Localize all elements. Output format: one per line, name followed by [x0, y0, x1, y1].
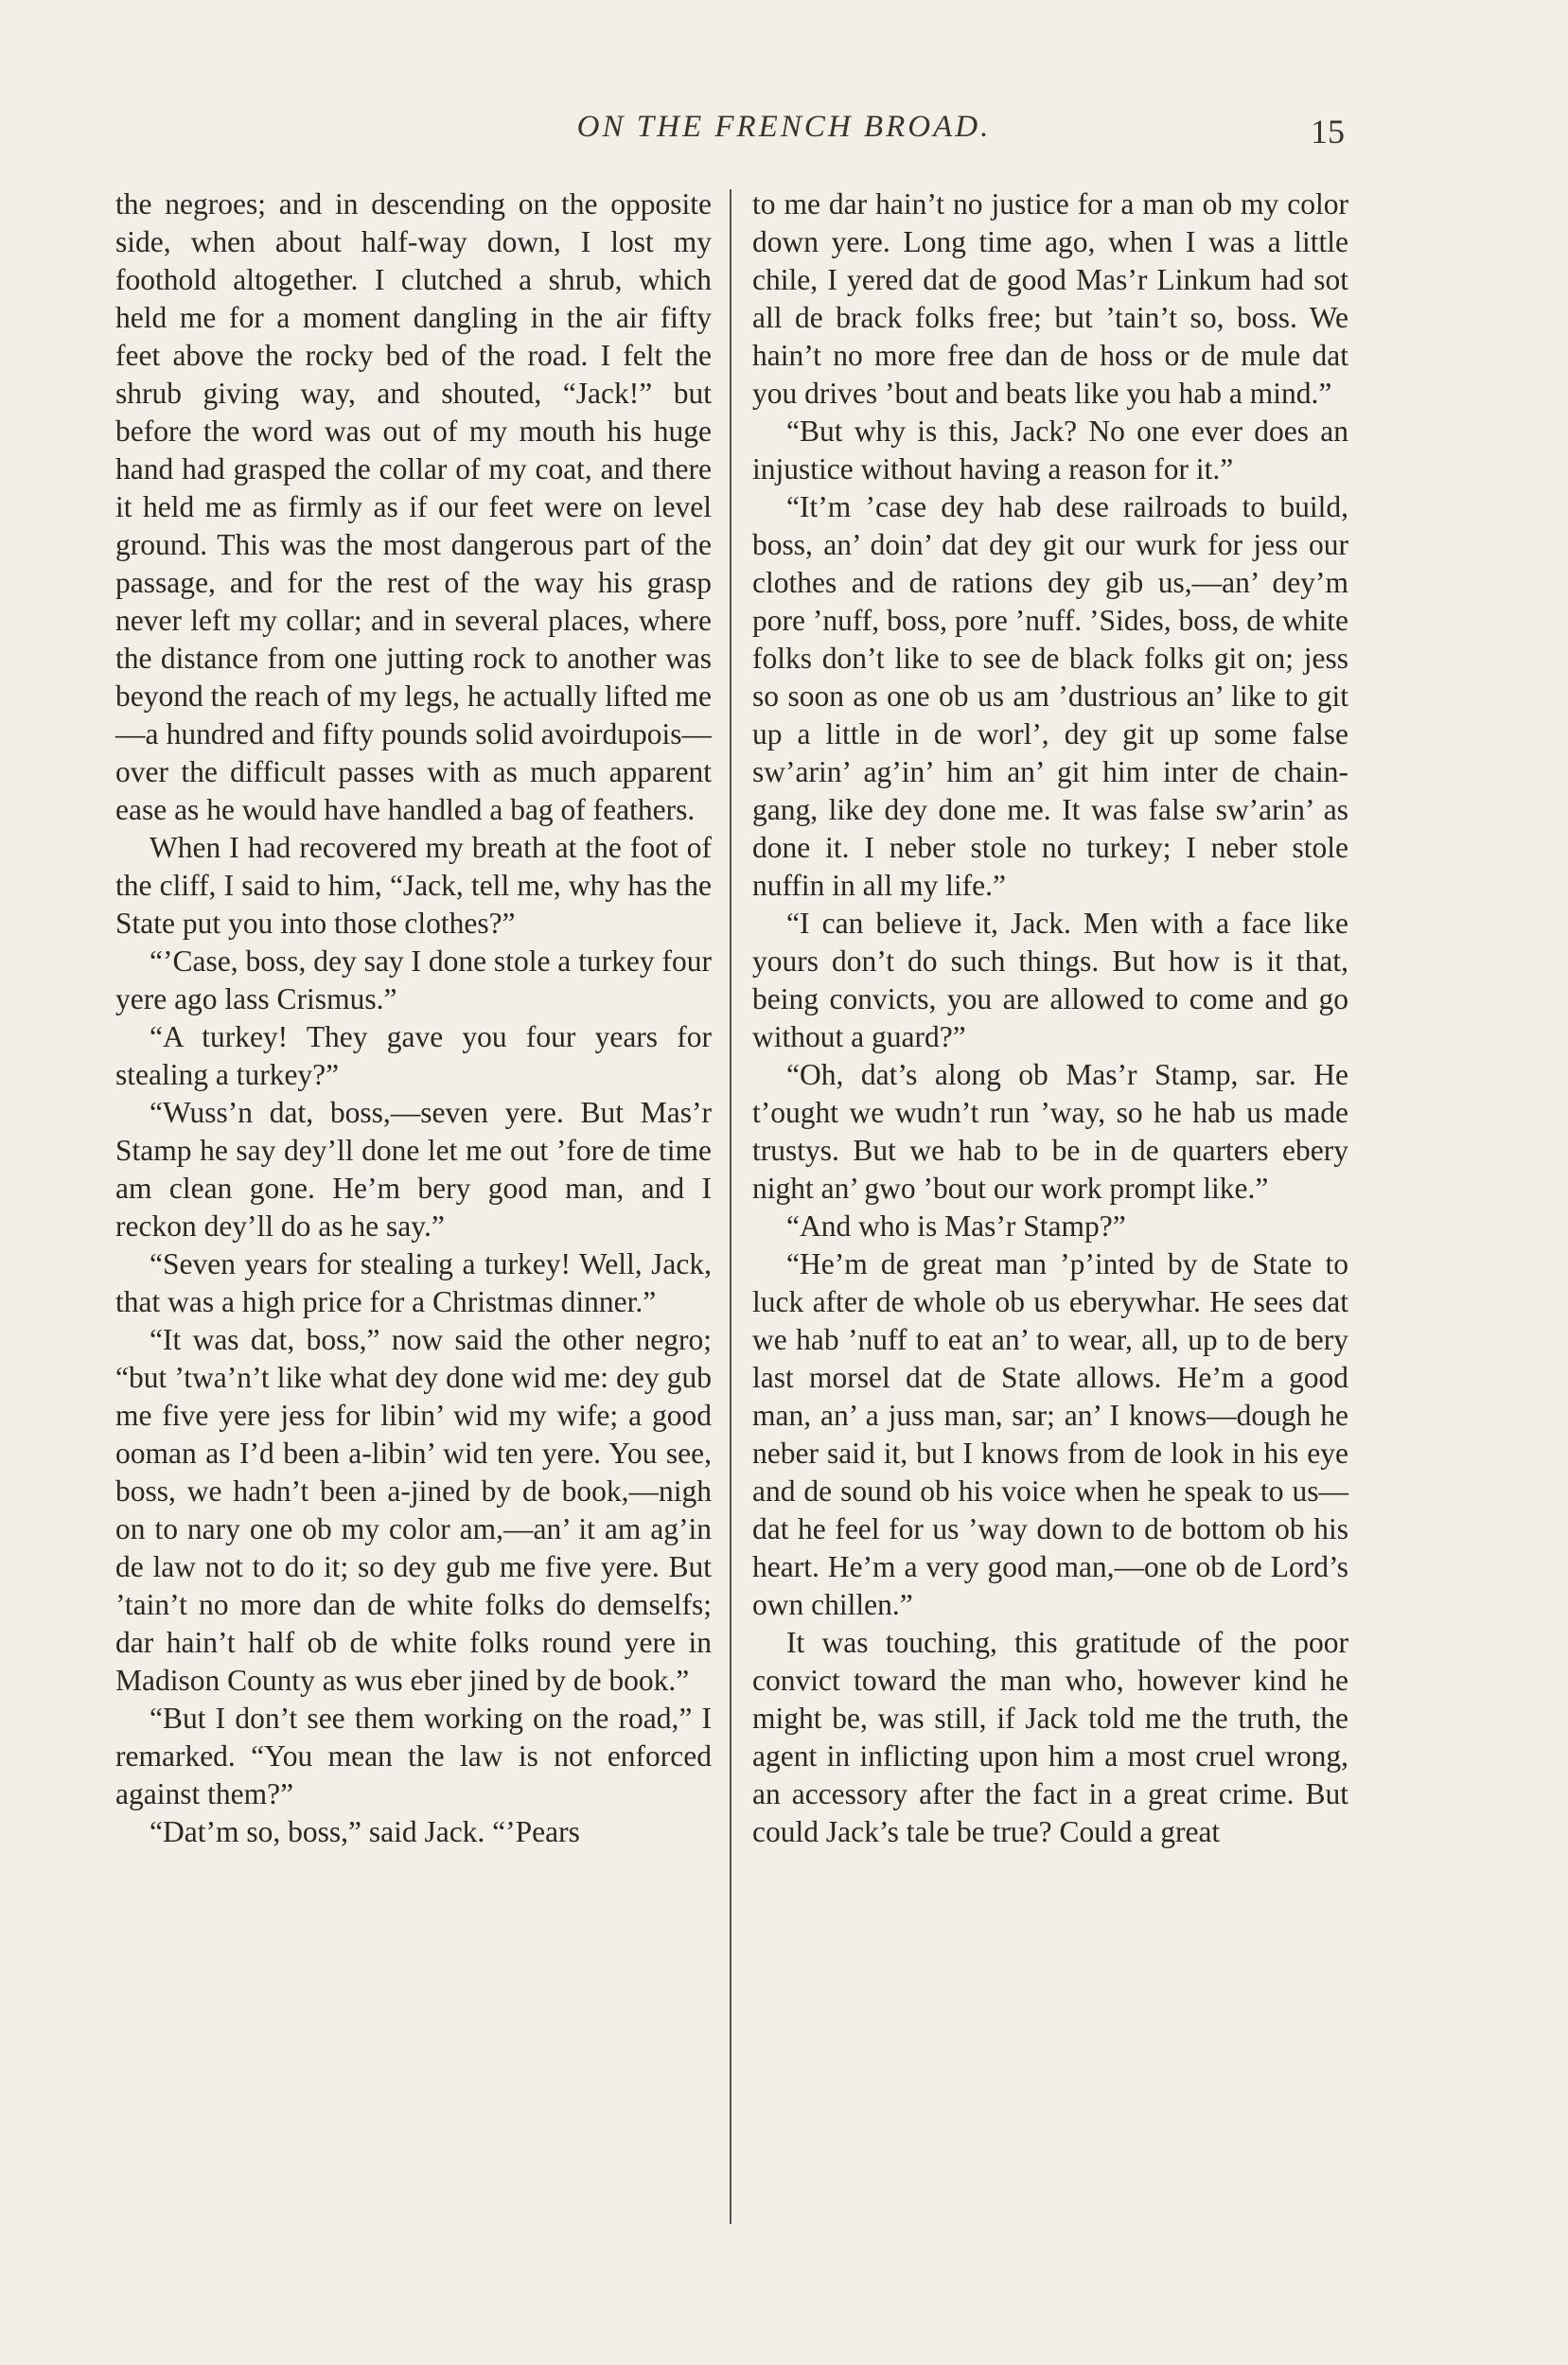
running-head-title: ON THE FRENCH BROAD.: [576, 110, 992, 144]
paragraph: “Dat’m so, boss,” said Jack. “’Pears: [150, 1815, 580, 1848]
paragraph: the negroes; and in descending on the opposite side, when about half-way down, I lost my foothold altogether. I clutched a shrub, which held me for a moment dangling in the air fifty feet above the rocky bed of the road. I felt the shrub giving way, and shouted, “Jack!” but before the word was out of my mouth his huge hand had grasped the collar of my coat, and there it held me as firmly as if our feet were on level ground. This was the most dangerous part of the passage, and for the rest of the way his grasp never left my collar; and in several places, where the distance from one jutting rock to another was beyond the reach of my legs, he actually lifted me—a hundred and fifty pounds solid avoirdupois—over the difficult passes with as much apparent ease as he would have handled a bag of feathers.: [115, 187, 712, 826]
paragraph: “But I don’t see them working on the road,” I remarked. “You mean the law is not enforced against them?”: [115, 1702, 712, 1810]
paragraph: “Wuss’n dat, boss,—seven yere. But Mas’r Stamp he say dey’ll done let me out ’fore de time am clean gone. He’m bery good man, and I reckon dey’ll do as he say.”: [115, 1096, 712, 1243]
column-divider: [730, 189, 731, 2224]
right-text-column: [752, 185, 1348, 1851]
paragraph: “’Case, boss, dey say I done stole a turkey four yere ago lass Crismus.”: [115, 944, 712, 1015]
paragraph: “And who is Mas’r Stamp?”: [786, 1209, 1126, 1243]
page-number: 15: [1311, 113, 1345, 150]
paragraph: “A turkey! They gave you four years for stealing a turkey?”: [115, 1020, 712, 1091]
left-text-column: [115, 185, 712, 1851]
paragraph: It was touching, this gratitude of the poor convict toward the man who, however kind he might be, was still, if Jack told me the truth, the agent in inflicting upon him a most cruel wrong, an accessory after the fact in a great crime. But could Jack’s tale be true? Could a great: [752, 1626, 1348, 1848]
paragraph: When I had recovered my breath at the foot of the cliff, I said to him, “Jack, tell me, why has the State put you into those clothes?”: [115, 831, 712, 940]
paragraph: “Oh, dat’s along ob Mas’r Stamp, sar. He t’ought we wudn’t run ’way, so he hab us made trustys. But we hab to be in de quarters ebery night an’ gwo ’bout our work prompt like.”: [752, 1058, 1348, 1205]
paragraph: “I can believe it, Jack. Men with a face like yours don’t do such things. But how is it that, being convicts, you are allowed to come and go without a guard?”: [752, 907, 1348, 1053]
paragraph: “But why is this, Jack? No one ever does an injustice without having a reason for it.”: [752, 415, 1348, 485]
paragraph: “It’m ’case dey hab dese railroads to build, boss, an’ doin’ dat dey git our wurk for jess our clothes and de rations dey gib us,—an’ dey’m pore ’nuff, boss, pore ’nuff. ’Sides, boss, de white folks don’t like to see de black folks git on; jess so soon as one ob us am ’dustrious an’ like to git up a little in de worl’, dey git up some false sw’arin’ ag’in’ him an’ git him inter de chain-gang, like dey done me. It was false sw’arin’ as done it. I neber stole no turkey; I neber stole nuffin in all my life.”: [752, 490, 1348, 902]
paragraph: to me dar hain’t no justice for a man ob my color down yere. Long time ago, when I was a little chile, I yered dat de good Mas’r Linkum had sot all de brack folks free; but ’tain’t so, boss. We hain’t no more free dan de hoss or de mule dat you drives ’bout and beats like you hab a mind.”: [752, 187, 1348, 410]
paragraph: “Seven years for stealing a turkey! Well, Jack, that was a high price for a Christmas dinner.”: [115, 1247, 712, 1318]
paragraph: “It was dat, boss,” now said the other negro; “but ’twa’n’t like what dey done wid me: dey gub me five yere jess for libin’ wid my wife; a good ooman as I’d been a-libin’ wid ten yere. You see, boss, we hadn’t been a-jined by de book,—nigh on to nary one ob my color am,—an’ it am ag’in de law not to do it; so dey gub me five yere. But ’tain’t no more dan de white folks do demselfs; dar hain’t half ob de white folks round yere in Madison County as wus eber jined by de book.”: [115, 1323, 712, 1697]
paragraph: “He’m de great man ’p’inted by de State to luck after de whole ob us eberywhar. He sees dat we hab ’nuff to eat an’ to wear, all, up to de bery last morsel dat de State allows. He’m a good man, an’ a juss man, sar; an’ I knows—dough he neber said it, but I knows from de look in his eye and de sound ob his voice when he speak to us—dat he feel for us ’way down to de bottom ob his heart. He’m a very good man,—one ob de Lord’s own chillen.”: [752, 1247, 1348, 1621]
